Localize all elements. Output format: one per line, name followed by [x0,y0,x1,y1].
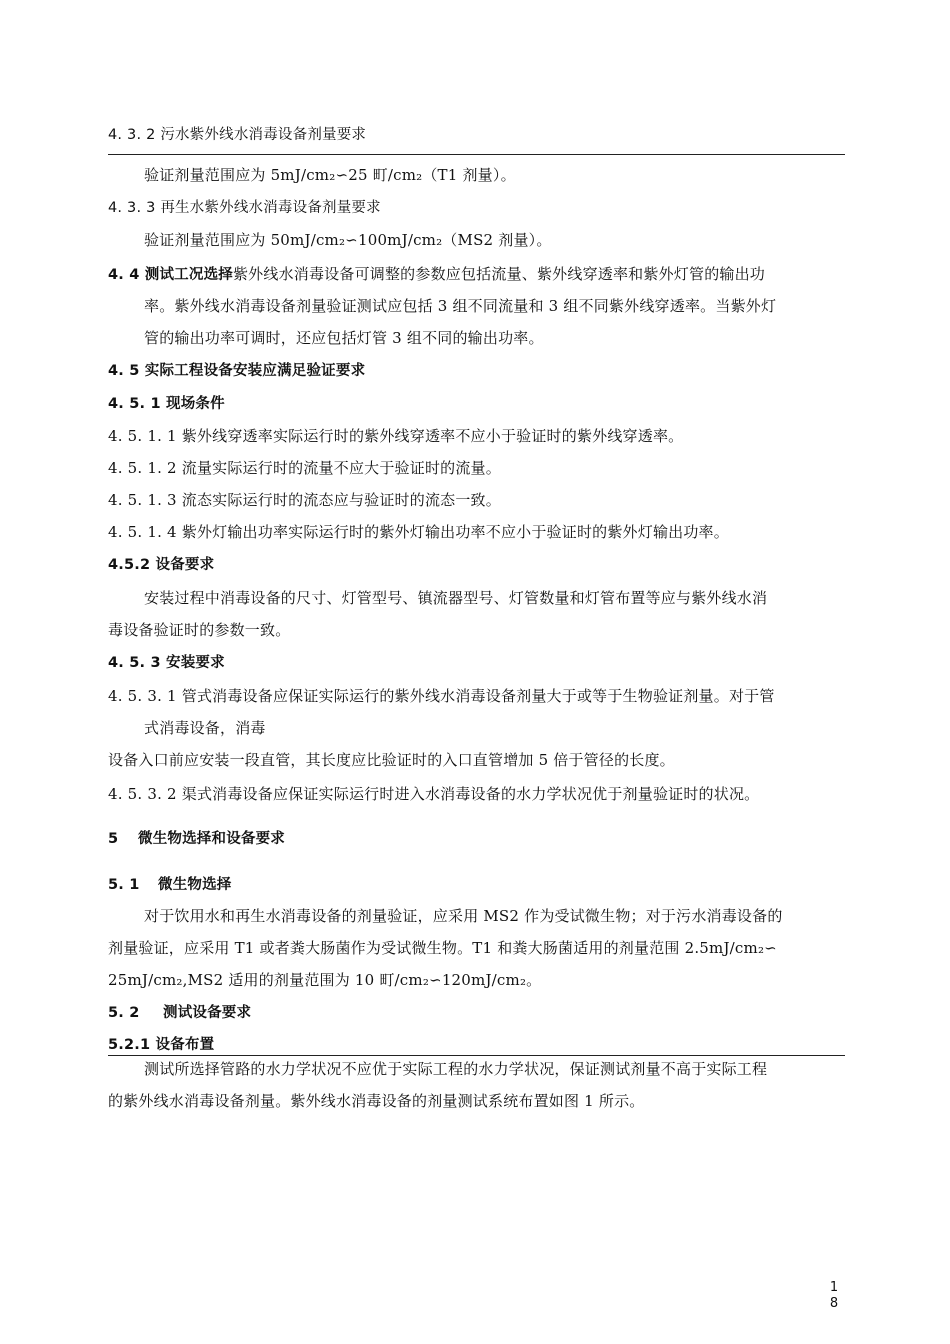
list-item-4-5-3-1-line2: 式消毒设备，消毒 [144,719,266,737]
paragraph-5-1-line2: 剂量验证，应采用 T1 或者粪大肠菌作为受试微生物。T1 和粪大肠菌适用的剂量范围 2.5mJ/cm₂∽ [108,939,777,957]
page-number-top-digit: 1 [829,1280,839,1295]
heading-4-3-3: 4. 3. 3 再生水紫外线水消毒设备剂量要求 [108,200,381,216]
paragraph-4-4-text: 紫外线水消毒设备可调整的参数应包括流量、紫外线穿透率和紫外灯管的输出功 [232,265,765,283]
heading-4-5: 4. 5 实际工程设备安装应满足验证要求 [108,363,366,379]
paragraph-5-1-line3: 25mJ/cm₂,MS2 适用的剂量范围为 10 町/cm₂∽120mJ/cm₂。 [108,971,542,989]
heading-4-4: 4. 4 测试工况选择 [108,267,233,283]
divider-rule [108,154,845,155]
paragraph-5-2-1-line2: 的紫外线水消毒设备剂量。紫外线水消毒设备的剂量测试系统布置如图 1 所示。 [108,1092,645,1110]
list-item-4-5-3-1-line1: 4. 5. 3. 1 管式消毒设备应保证实际运行的紫外线水消毒设备剂量大于或等于生物验证剂量。对于管 [108,687,775,705]
heading-5-2-1: 5.2.1 设备布置 [108,1037,215,1053]
heading-4-5-2: 4.5.2 设备要求 [108,557,215,573]
heading-4-5-1: 4. 5. 1 现场条件 [108,396,225,412]
paragraph-4-3-2: 验证剂量范围应为 5mJ/cm₂∽25 町/cm₂（T1 剂量）。 [144,166,516,184]
paragraph-4-4-line1 [108,264,765,285]
list-item-4-5-3-1-line3: 设备入口前应安装一段直管，其长度应比验证时的入口直管增加 5 倍于管径的长度。 [108,751,675,769]
heading-5-2-number: 5. 2 [108,1005,140,1021]
paragraph-5-2-1-line1: 测试所选择管路的水力学状况不应优于实际工程的水力学状况，保证测试剂量不高于实际工程 [144,1060,768,1078]
divider-rule [108,1055,845,1056]
paragraph-4-4-line3: 管的输出功率可调时，还应包括灯管 3 组不同的输出功率。 [144,329,544,347]
heading-5: 微生物选择和设备要求 [138,831,285,847]
paragraph-5-1-line1: 对于饮用水和再生水消毒设备的剂量验证，应采用 MS2 作为受试微生物；对于污水消毒设备的 [144,907,783,925]
paragraph-4-4-line2: 率。紫外线水消毒设备剂量验证测试应包括 3 组不同流量和 3 组不同紫外线穿透率。当紫外灯 [144,297,777,315]
paragraph-4-5-2-line2: 毒设备验证时的参数一致。 [108,621,291,639]
heading-5-2: 测试设备要求 [163,1005,252,1021]
page-number-bottom-digit: 8 [829,1296,839,1311]
heading-4-3-2: 4. 3. 2 污水紫外线水消毒设备剂量要求 [108,127,367,143]
list-item-4-5-3-2: 4. 5. 3. 2 渠式消毒设备应保证实际运行时进入水消毒设备的水力学状况优于剂量验证时的状况。 [108,785,760,803]
list-item-4-5-1-3: 4. 5. 1. 3 流态实际运行时的流态应与验证时的流态一致。 [108,491,501,509]
list-item-4-5-1-4: 4. 5. 1. 4 紫外灯输出功率实际运行时的紫外灯输出功率不应小于验证时的紫外灯输出功率。 [108,523,729,541]
heading-5-number: 5 [108,831,119,847]
list-item-4-5-1-2: 4. 5. 1. 2 流量实际运行时的流量不应大于验证时的流量。 [108,459,501,477]
paragraph-4-5-2-line1: 安装过程中消毒设备的尺寸、灯管型号、镇流器型号、灯管数量和灯管布置等应与紫外线水消 [144,589,768,607]
paragraph-4-3-3: 验证剂量范围应为 50mJ/cm₂∽100mJ/cm₂（MS2 剂量）。 [144,231,552,249]
heading-5-1-number: 5. 1 [108,877,140,893]
heading-5-1: 微生物选择 [158,877,232,893]
heading-4-5-3: 4. 5. 3 安装要求 [108,655,225,671]
list-item-4-5-1-1: 4. 5. 1. 1 紫外线穿透率实际运行时的紫外线穿透率不应小于验证时的紫外线穿透率。 [108,427,684,445]
